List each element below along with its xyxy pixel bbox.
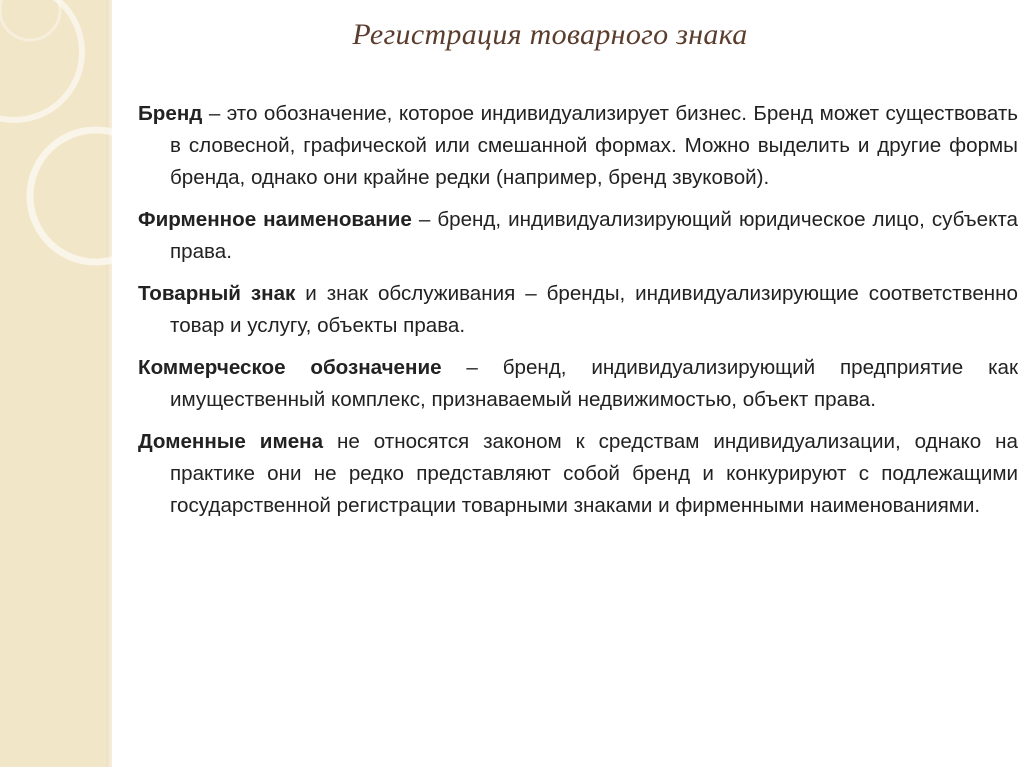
page-title: Регистрация товарного знака — [352, 18, 748, 51]
definition-trademark: и знак обслуживания – бренды, индивидуализирующие соответственно товар и услугу, объекты права. — [170, 282, 1018, 337]
paragraph-domain-names — [138, 426, 1018, 522]
paragraph-brand — [138, 98, 1018, 194]
definition-commercial-designation: – бренд, индивидуализирующий предприятие как имущественный комплекс, признаваемый недвижимостью, объект права. — [170, 356, 1019, 411]
term-company-name: Фирменное наименование — [138, 208, 412, 231]
paragraph-company-name — [138, 204, 1018, 268]
term-commercial-designation: Коммерческое обозначение — [138, 356, 442, 379]
paragraph-commercial-designation — [138, 352, 1018, 416]
definition-company-name: – бренд, индивидуализирующий юридическое лицо, субъекта права. — [170, 208, 1018, 263]
term-trademark: Товарный знак — [138, 282, 296, 305]
definition-domain-names: не относятся законом к средствам индивидуализации, однако на практике они не редко представляют собой бренд и конкурируют с подлежащими государственной регистрации товарными знаками и фирменными наименованиями. — [170, 430, 1018, 517]
decorative-rings-icon — [0, 0, 112, 767]
term-domain-names: Доменные имена — [138, 430, 324, 453]
definition-brand: – это обозначение, которое индивидуализирует бизнес. Бренд может существовать в словесной, графической или смешанной формах. Можно выделить и другие формы бренда, однако они крайне редки (например, бренд звуковой). — [170, 102, 1018, 189]
decorative-side-panel — [0, 0, 112, 767]
term-brand: Бренд — [138, 102, 203, 125]
paragraph-trademark — [138, 278, 1018, 342]
slide-body — [138, 98, 1018, 532]
